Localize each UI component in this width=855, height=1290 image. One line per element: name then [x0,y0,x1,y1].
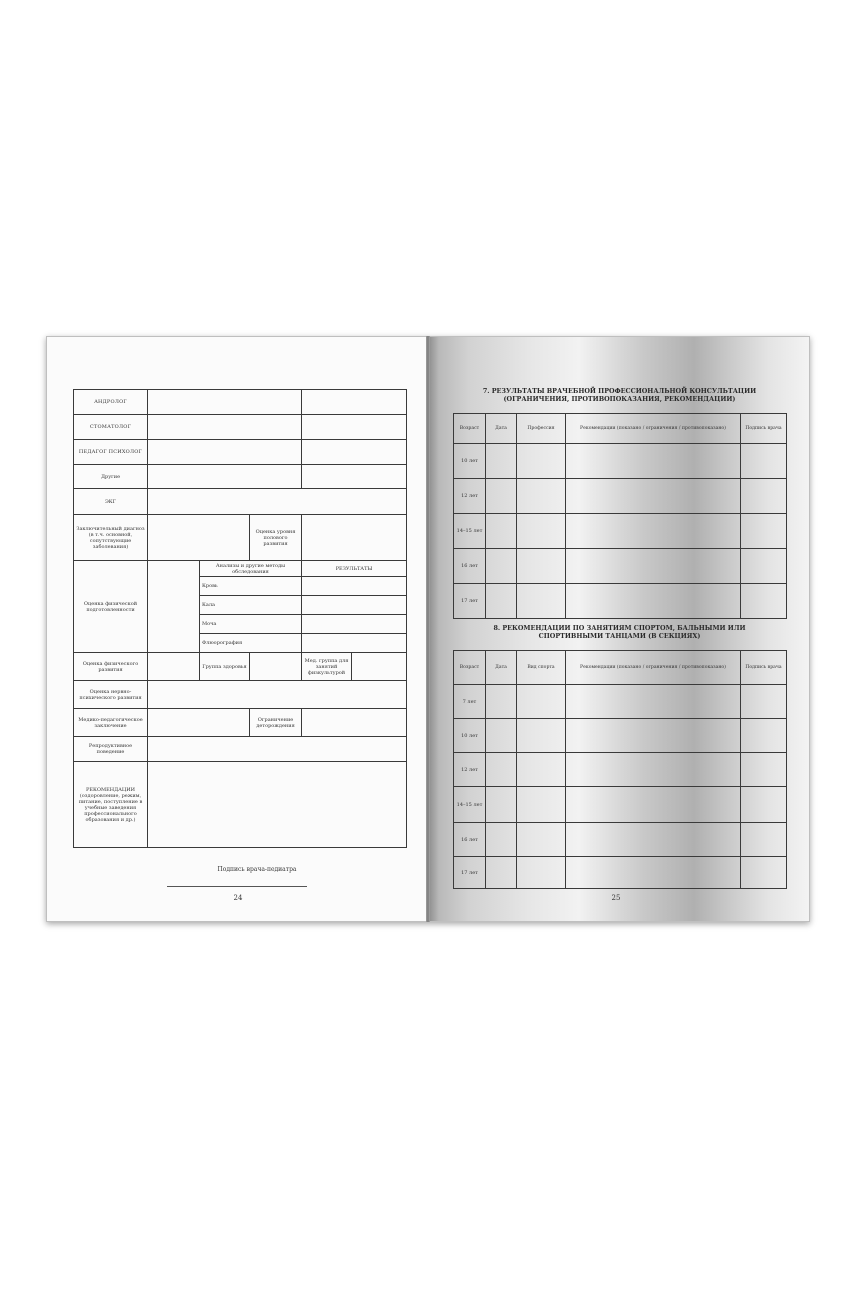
entry-cell [741,514,787,549]
entry-cell [517,719,566,753]
entry-cell [486,787,517,823]
entry-cell [302,634,407,653]
row-label-development: Оценка уровня полового развития [250,515,302,561]
entry-cell [250,653,302,681]
row-label-neuropsych: Оценка нервно-психического развития [74,681,148,709]
right-page [428,336,810,922]
row-label-health-group: Группа здоровья [200,653,250,681]
table-row [454,584,787,619]
entry-cell [517,787,566,823]
entry-cell [148,709,250,737]
table-row [74,440,407,465]
row-label-psychologist: ПЕДАГОГ ПСИХОЛОГ [74,440,148,465]
header-results: РЕЗУЛЬТАТЫ [302,561,407,577]
row-label-recommendations: РЕКОМЕНДАЦИИ (оздоровление, режим, питание, поступление в учебные заведения профессионального образования и др.) [74,762,148,848]
table-row [454,514,787,549]
entry-cell [566,479,741,514]
entry-cell [566,685,741,719]
book-spine [426,336,430,922]
entry-cell [741,685,787,719]
table-row [454,719,787,753]
entry-cell [566,787,741,823]
section-7-title: 7. РЕЗУЛЬТАТЫ ВРАЧЕБНОЙ ПРОФЕССИОНАЛЬНОЙ КОНСУЛЬТАЦИИ (ОГРАНИЧЕНИЯ, ПРОТИВОПОКАЗАНИЯ, РЕКОМЕНДАЦИИ) [482,387,757,403]
entry-cell [517,444,566,479]
age-cell: 16 лет [454,823,486,857]
entry-cell [741,549,787,584]
age-cell: 16 лет [454,549,486,584]
entry-cell [302,615,407,634]
table-row [454,479,787,514]
entry-cell [302,440,407,465]
entry-cell [741,857,787,889]
entry-cell [486,719,517,753]
entry-cell [566,514,741,549]
table-row [74,762,407,848]
open-booklet [46,336,810,922]
entry-cell [148,653,200,681]
entry-cell [148,561,200,653]
entry-cell [517,685,566,719]
entry-cell [486,753,517,787]
page-number-right: 25 [611,894,621,902]
entry-cell [566,584,741,619]
medical-exam-table [73,389,407,848]
column-header: Рекомендации (показано / ограничения / противопоказано) [566,651,741,685]
header-analyses: Анализы и другие методы обследования [200,561,302,577]
age-cell: 17 лет [454,857,486,889]
entry-cell [148,737,407,762]
row-label-urine: Моча [200,615,302,634]
entry-cell [486,479,517,514]
entry-cell [741,787,787,823]
signature-line [167,886,307,887]
entry-cell [517,549,566,584]
row-label-physical-development: Оценка физического развития [74,653,148,681]
entry-cell [302,465,407,489]
age-cell: 14–15 лет [454,514,486,549]
entry-cell [148,681,407,709]
table-row [454,549,787,584]
table-row [454,685,787,719]
age-cell: 7 лет [454,685,486,719]
table-row [74,681,407,709]
entry-cell [566,549,741,584]
entry-cell [566,823,741,857]
column-header: Возраст [454,414,486,444]
entry-cell [486,549,517,584]
table-row [454,823,787,857]
table-row [454,787,787,823]
row-label-feces: Кала [200,596,302,615]
section-8-title: 8. РЕКОМЕНДАЦИИ ПО ЗАНЯТИЯМ СПОРТОМ, БАЛЬНЫМИ ИЛИ СПОРТИВНЫМИ ТАНЦАМИ (В СЕКЦИЯХ) [493,624,746,640]
entry-cell [148,390,302,415]
pediatrician-signature-label: Подпись врача-педиатра [217,866,297,873]
table-row [74,561,407,577]
row-label-ecg: ЭКГ [74,489,148,515]
table-row [454,753,787,787]
entry-cell [566,753,741,787]
table-header-row [454,651,787,685]
entry-cell [148,465,302,489]
entry-cell [741,823,787,857]
entry-cell [517,479,566,514]
sport-recommendations-table [453,650,787,889]
age-cell: 10 лет [454,719,486,753]
column-header: Дата [486,651,517,685]
entry-cell [148,415,302,440]
row-label-other: Другие [74,465,148,489]
entry-cell [741,719,787,753]
row-label-reproductive: Репродуктивное поведение [74,737,148,762]
row-label-physical-fitness: Оценка физической подготовленности [74,561,148,653]
age-cell: 12 лет [454,753,486,787]
row-label-blood: Кровь [200,577,302,596]
entry-cell [486,514,517,549]
page-number-left: 24 [233,894,243,902]
column-header: Рекомендации (показано / ограничения / противопоказано) [566,414,741,444]
entry-cell [302,390,407,415]
column-header: Подпись врача [741,651,787,685]
entry-cell [741,444,787,479]
age-cell: 17 лет [454,584,486,619]
entry-cell [517,857,566,889]
column-header: Подпись врача [741,414,787,444]
professional-consultation-table [453,413,787,619]
table-row [74,465,407,489]
table-row [74,737,407,762]
row-label-andrologist: АНДРОЛОГ [74,390,148,415]
row-label-fluorography: Флюорография [200,634,302,653]
entry-cell [486,685,517,719]
entry-cell [148,440,302,465]
row-label-dentist: СТОМАТОЛОГ [74,415,148,440]
left-page [46,336,428,922]
table-row [454,444,787,479]
table-row [74,415,407,440]
entry-cell [517,584,566,619]
entry-cell [302,415,407,440]
entry-cell [148,489,407,515]
table-row [74,390,407,415]
entry-cell [302,577,407,596]
table-header-row [454,414,787,444]
row-label-final-diagnosis: Заключительный диагноз (в т.ч. основной, сопутствующие заболевания) [74,515,148,561]
entry-cell [486,444,517,479]
entry-cell [741,584,787,619]
entry-cell [566,444,741,479]
age-cell: 10 лет [454,444,486,479]
entry-cell [517,823,566,857]
entry-cell [741,753,787,787]
column-header: Вид спорта [517,651,566,685]
entry-cell [741,479,787,514]
entry-cell [302,515,407,561]
entry-cell [148,762,407,848]
entry-cell [486,823,517,857]
table-row [74,489,407,515]
age-cell: 12 лет [454,479,486,514]
age-cell: 14–15 лет [454,787,486,823]
row-label-ped-conclusion: Медико-педагогическое заключение [74,709,148,737]
entry-cell [566,857,741,889]
entry-cell [148,515,250,561]
table-row [74,653,407,681]
entry-cell [566,719,741,753]
entry-cell [302,709,407,737]
entry-cell [517,753,566,787]
entry-cell [517,514,566,549]
table-row [454,857,787,889]
column-header: Профессия [517,414,566,444]
entry-cell [352,653,407,681]
entry-cell [486,584,517,619]
row-label-restrictions: Ограничение деторождения [250,709,302,737]
entry-cell [302,596,407,615]
row-label-med-group: Мед. группа для занятий физкультурой [302,653,352,681]
entry-cell [486,857,517,889]
column-header: Дата [486,414,517,444]
table-row [74,515,407,561]
table-row [74,709,407,737]
column-header: Возраст [454,651,486,685]
